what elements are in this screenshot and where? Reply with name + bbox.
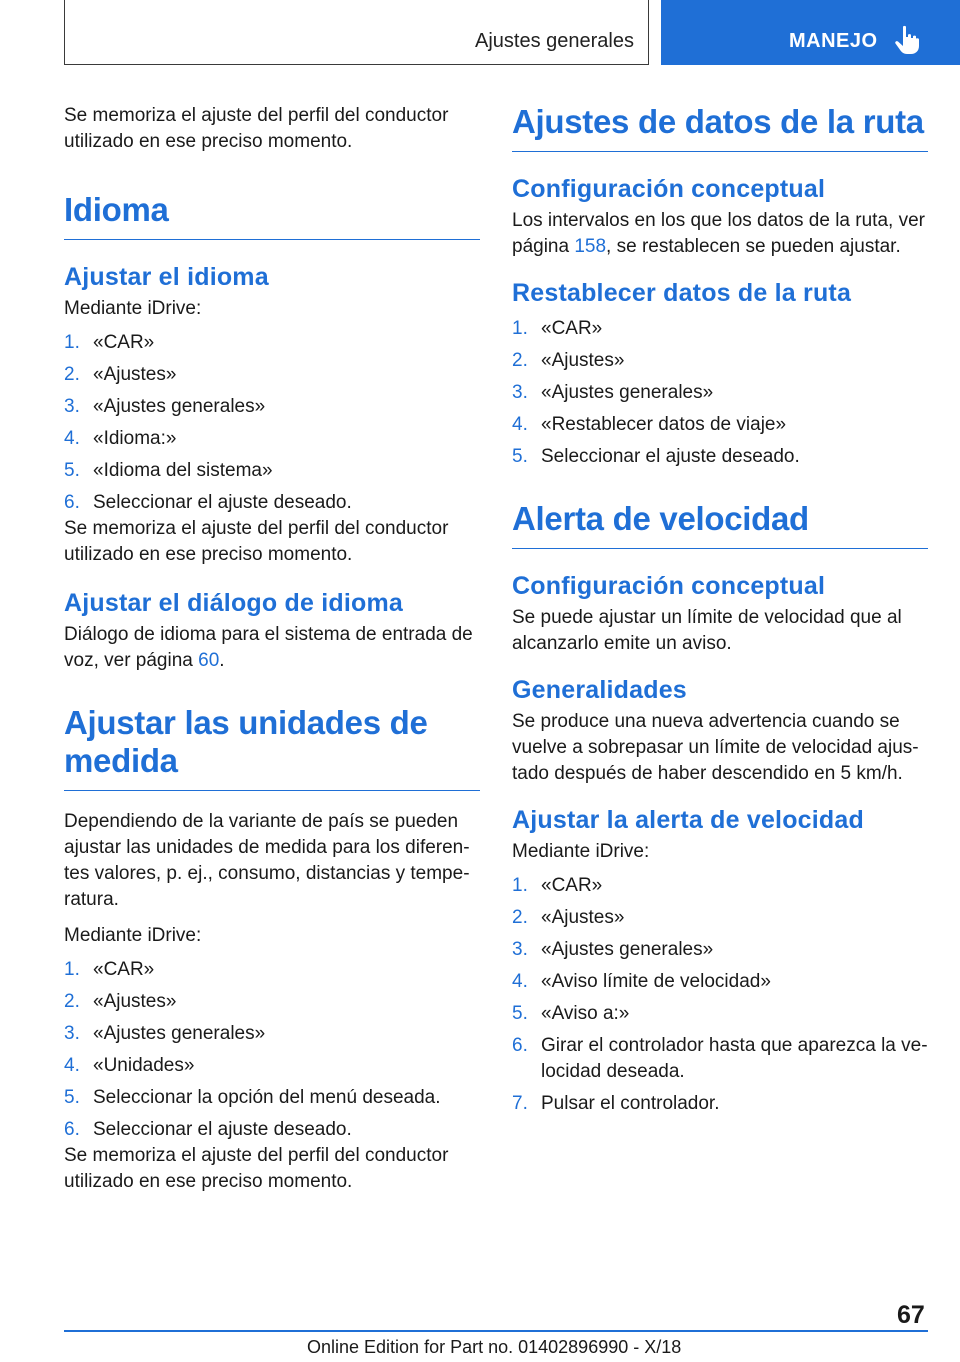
step-text: «CAR» [93,332,155,353]
step-item [64,490,480,516]
step-number: 4. [512,414,528,435]
step-text: «Idioma:» [93,428,177,449]
step-text: «Aviso límite de velocidad» [541,971,771,992]
heading-ajustar-idioma: Ajustar el idioma [64,263,269,291]
step-item [64,1053,480,1079]
step-item [512,1091,928,1117]
section-title: Ajustes generales [475,30,634,52]
step-item [512,873,928,899]
heading-unidades: Ajustar las unidades de medida [64,704,480,791]
step-item [512,969,928,995]
step-number: 5. [64,1087,80,1108]
step-number: 3. [512,939,528,960]
generalidades-text: Se produce una nueva advertencia cuando se vuelve a sobrepasar un límite de velocidad ajustado después de haber descendido en 5 km/h. [512,711,919,784]
heading-config-ruta: Configuración conceptual [512,175,826,203]
left-column [64,103,480,1205]
lead-text: Mediante iDrive: [512,841,650,862]
memory-note: Se memoriza el ajuste del perfil del conductor utilizado en ese preciso momento. [64,1145,449,1192]
header-section-box [64,0,649,65]
intro-note: Se memoriza el ajuste del perfil del conductor utilizado en ese preciso momento. [64,105,449,152]
step-text: «Ajustes generales» [541,939,714,960]
step-number: 4. [64,1055,80,1076]
step-text: «Ajustes» [93,364,177,385]
step-item [64,362,480,388]
step-text: «CAR» [93,959,155,980]
lead-text: Mediante iDrive: [64,925,202,946]
step-text: «Ajustes» [93,991,177,1012]
step-text: «Ajustes generales» [93,1023,266,1044]
step-item [64,957,480,983]
step-item [64,1117,480,1143]
step-number: 6. [512,1035,528,1056]
heading-ajustar-alerta: Ajustar la alerta de velocidad [512,806,864,834]
ruta-concept-text: Los intervalos en los que los datos de la ruta, ver página 158, se restablecen se pueden ajustar. [512,210,925,257]
step-item [64,989,480,1015]
step-number: 4. [64,428,80,449]
step-text: Seleccionar el ajuste deseado. [93,492,352,513]
step-item [512,905,928,931]
steps-restablecer [512,316,928,470]
unidades-desc: Dependiendo de la variante de país se pueden ajustar las unidades de medida para los diferentes valores, p. ej., consumo, distancias y temperatura. [64,811,470,910]
steps-unidades [64,957,480,1143]
step-number: 5. [512,1003,528,1024]
step-number: 3. [64,1023,80,1044]
heading-generalidades: Generalidades [512,676,687,704]
step-text: «Ajustes generales» [541,382,714,403]
step-text: Seleccionar la opción del menú deseada. [93,1087,441,1108]
step-item [64,458,480,484]
step-text: «Aviso a:» [541,1003,630,1024]
step-number: 5. [512,446,528,467]
step-number: 7. [512,1093,528,1114]
chapter-label: MANEJO [789,30,878,52]
step-text: Seleccionar el ajuste deseado. [541,446,800,467]
step-text: «Ajustes» [541,907,625,928]
step-number: 2. [64,991,80,1012]
step-item [64,1021,480,1047]
step-text: «Unidades» [93,1055,195,1076]
hand-pointer-icon [893,25,921,55]
page-link-158[interactable]: 158 [574,236,607,257]
step-number: 1. [64,332,80,353]
step-item [64,426,480,452]
alerta-concept-text: Se puede ajustar un límite de velocidad que al alcanzarlo emite un aviso. [512,607,902,654]
step-text: Pulsar el controlador. [541,1093,720,1114]
step-text: Girar el controlador hasta que aparezca la velocidad deseada. [541,1035,928,1082]
step-number: 3. [512,382,528,403]
step-item [512,444,928,470]
step-number: 6. [64,492,80,513]
step-text: «Ajustes generales» [93,396,266,417]
step-number: 1. [512,318,528,339]
step-item [512,316,928,342]
heading-dialogo-idioma: Ajustar el diálogo de idioma [64,589,403,617]
step-text: «Restablecer datos de viaje» [541,414,787,435]
steps-alerta [512,873,928,1117]
heading-config-alerta: Configuración conceptual [512,572,826,600]
heading-restablecer-ruta: Restablecer datos de la ruta [512,279,852,307]
page-number: 67 [897,1301,925,1329]
step-item [64,1085,480,1111]
step-item [64,330,480,356]
step-number: 2. [64,364,80,385]
step-item [512,348,928,374]
footer-edition: Online Edition for Part no. 01402896990 - X/18 [307,1337,682,1357]
step-number: 3. [64,396,80,417]
step-item [512,1001,928,1027]
step-item [512,1033,928,1085]
step-item [512,937,928,963]
step-number: 2. [512,907,528,928]
page-link-60[interactable]: 60 [198,650,220,671]
step-number: 4. [512,971,528,992]
step-number: 2. [512,350,528,371]
step-number: 1. [64,959,80,980]
right-column [512,103,928,1123]
heading-alerta-velocidad: Alerta de velocidad [512,500,928,549]
step-text: Seleccionar el ajuste deseado. [93,1119,352,1140]
step-number: 5. [64,460,80,481]
step-item [64,394,480,420]
lead-text: Mediante iDrive: [64,298,202,319]
heading-datos-ruta: Ajustes de datos de la ruta [512,103,928,152]
step-text: «Ajustes» [541,350,625,371]
heading-idioma: Idioma [64,191,480,240]
dialog-text: Diálogo de idioma para el sistema de entrada de voz, ver página 60. [64,624,473,671]
step-item [512,412,928,438]
step-text: «Idioma del sistema» [93,460,273,481]
chapter-tab[interactable] [661,0,960,65]
step-number: 1. [512,875,528,896]
step-text: «CAR» [541,318,603,339]
step-item [512,380,928,406]
memory-note: Se memoriza el ajuste del perfil del conductor utilizado en ese preciso momento. [64,518,449,565]
step-number: 6. [64,1119,80,1140]
step-text: «CAR» [541,875,603,896]
footer-divider [64,1330,928,1332]
steps-idioma [64,330,480,516]
